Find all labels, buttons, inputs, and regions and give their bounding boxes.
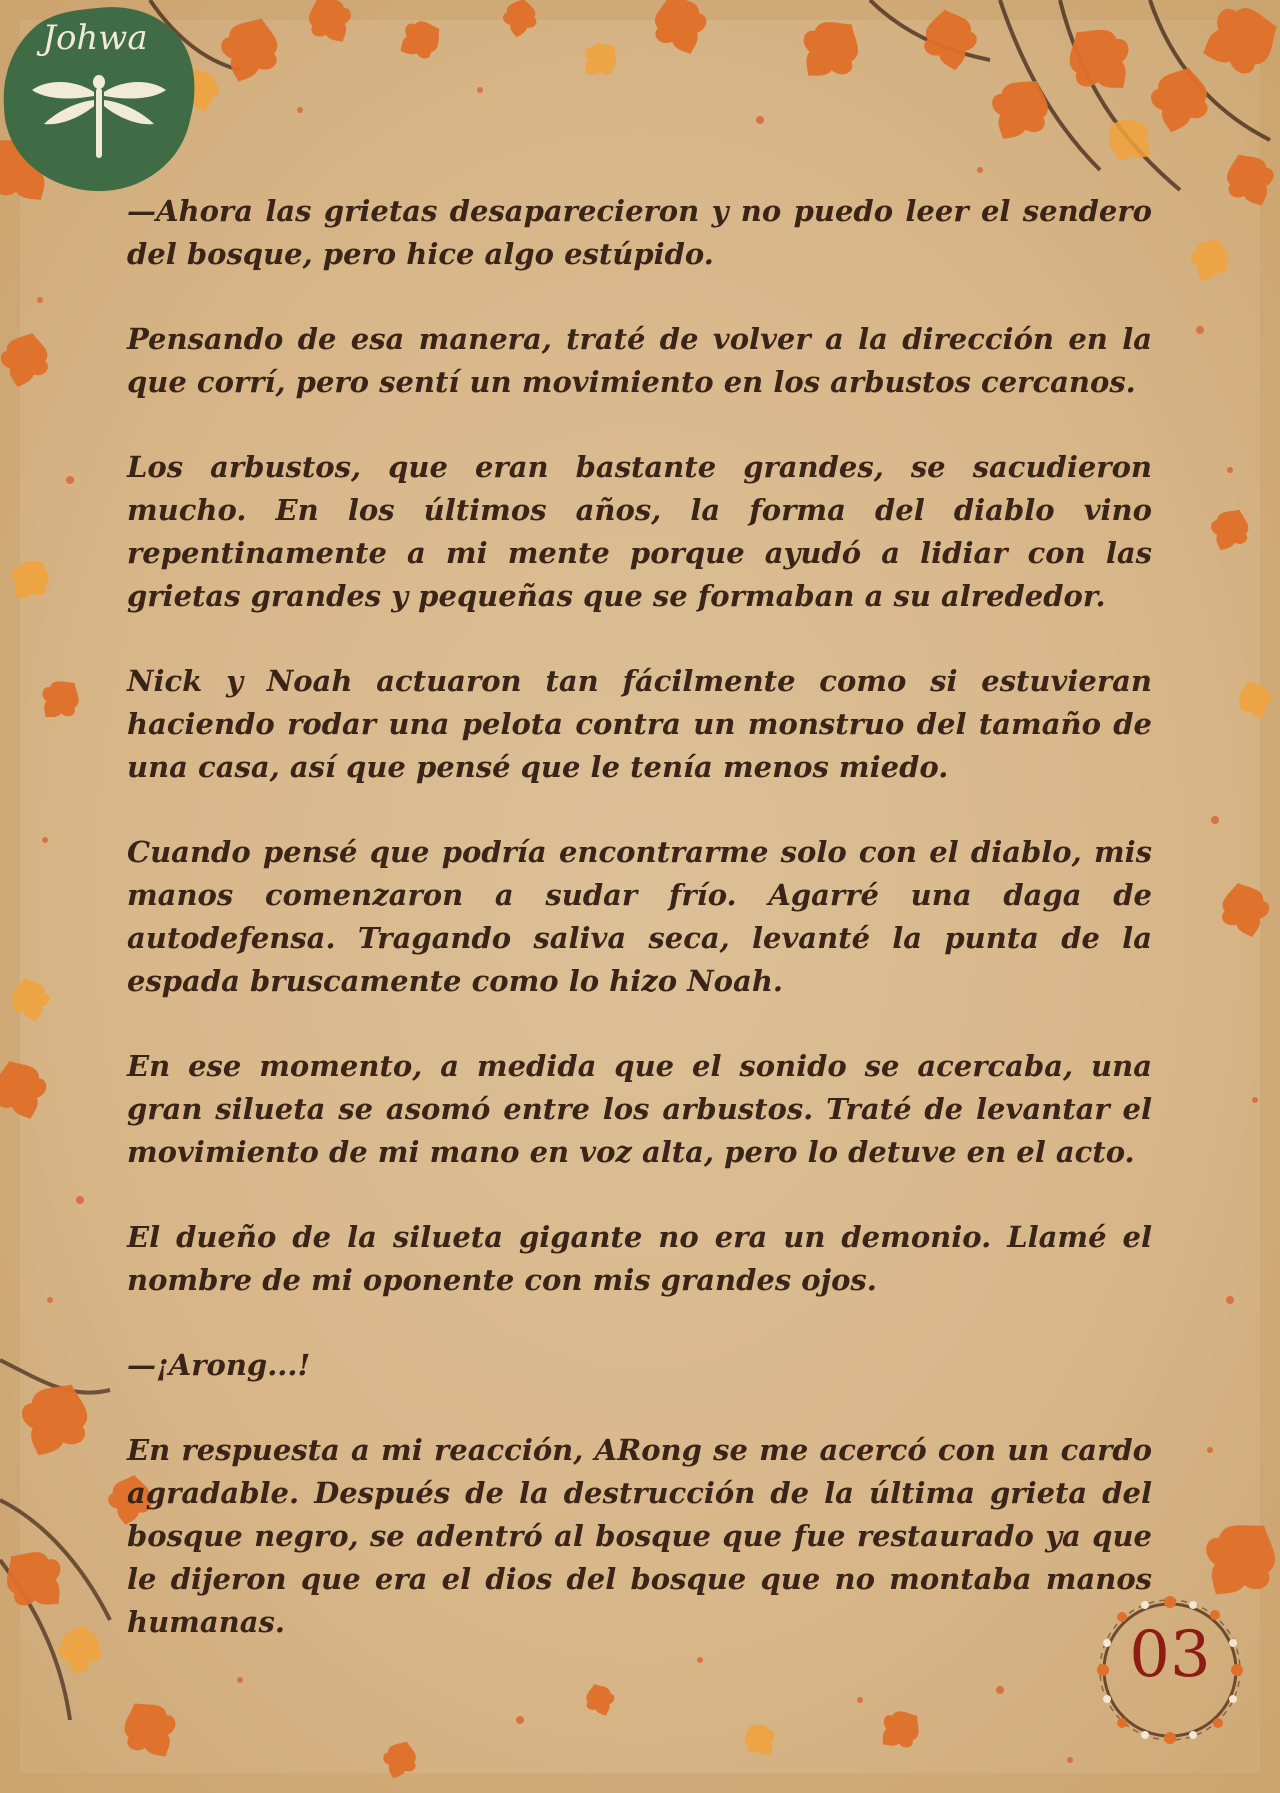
paragraph: Pensando de esa manera, traté de volver a la dirección en la que corrí, pero sentí un movimiento en los arbustos cercanos. xyxy=(127,322,1152,399)
logo-text: Johwa xyxy=(42,18,148,58)
paragraph: En ese momento, a medida que el sonido se acercaba, una gran silueta se asomó entre los arbustos. Traté de levantar el movimiento de mi mano en voz alta, pero lo detuve en el acto. xyxy=(127,1049,1152,1169)
paragraph: —Ahora las grietas desaparecieron y no puedo leer el sendero del bosque, pero hice algo estúpido. xyxy=(127,194,1152,271)
paragraph: En respuesta a mi reacción, ARong se me acercó con un cardo agradable. Después de la destrucción de la última grieta del bosque negro, se adentró al bosque que fue restaurado ya que le dijeron que era el dios del bosque que no montaba manos humanas. xyxy=(127,1433,1152,1639)
paragraph: Cuando pensé que podría encontrarme solo con el diablo, mis manos comenzaron a sudar frío. Agarré una daga de autodefensa. Tragando saliva seca, levanté la punta de la espada bruscamente como lo hizo Noah. xyxy=(127,835,1152,998)
paragraph: —¡Arong...! xyxy=(127,1348,311,1382)
johwa-logo xyxy=(0,0,200,200)
story-text xyxy=(127,190,1152,1686)
page-number: 03 xyxy=(1129,1618,1211,1692)
paragraph: Los arbustos, que eran bastante grandes, se sacudieron mucho. En los últimos años, la forma del diablo vino repentinamente a mi mente porque ayudó a lidiar con las grietas grandes y pequeñas que se formaban a su alrededor. xyxy=(127,450,1152,613)
paragraph: El dueño de la silueta gigante no era un demonio. Llamé el nombre de mi oponente con mis grandes ojos. xyxy=(127,1220,1152,1297)
paragraph: Nick y Noah actuaron tan fácilmente como si estuvieran haciendo rodar una pelota contra un monstruo del tamaño de una casa, así que pensé que le tenía menos miedo. xyxy=(127,664,1152,784)
